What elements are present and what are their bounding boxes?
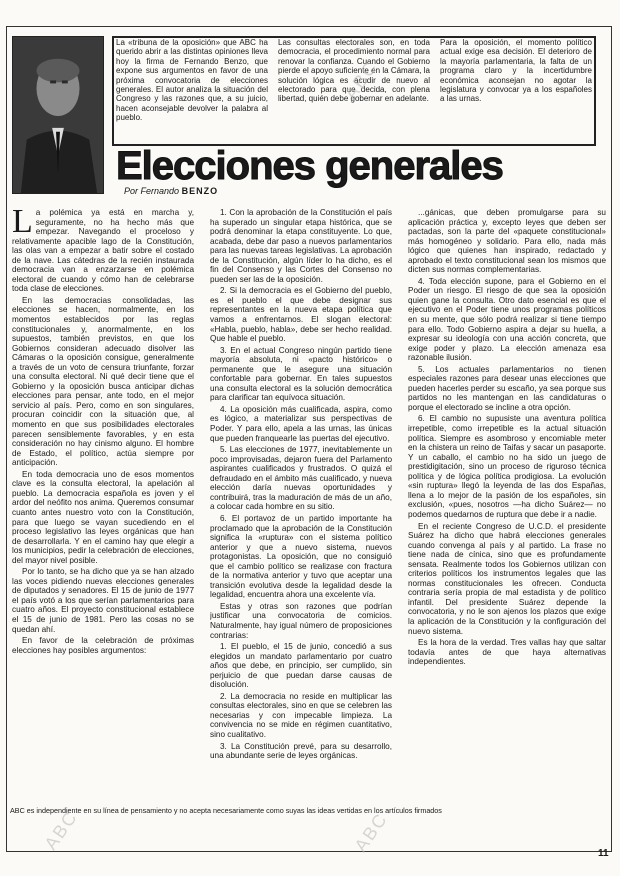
article-column-1 [12,208,194,808]
disclaimer-footer: ABC es independiente en su línea de pensamiento y no acepta necesariamente como suyas las ideas vertidas en los artículos firmados [10,806,442,815]
paragraph: 5. Los actuales parlamentarios no tienen especiales razones para desear unas elecciones que pueden hacerles perder su escaño, ya sea porque sus partidos no les mantengan en las candidaturas o porque el electorado se incline a otra opción. [408,364,606,412]
paragraph: ...gánicas, que deben promulgarse para su aplicación práctica y, excepto leyes que deben ser pactadas, son la parte del «paquete constitucional» más homogéneo y solidario. Para ello, nada más lógico que quienes han inspirado, redactado y aprobado el texto constitucional sean los mismos que dicten sus normas complementarias. [408,208,606,275]
paragraph: Es la hora de la verdad. Tres vallas hay que saltar todavía antes de que haya alternativas independientes. [408,638,606,667]
paragraph: En las democracias consolidadas, las elecciones se hacen, normalmente, en los momentos establecidos por las reglas constitucionales y, anormalmente, en los supuestos, también previstos, en que los Gobiernos consideran adecuado disolver las Cámaras o la oposición consigue, generalmente a través de un voto de censura triunfante, forzar una consulta electoral. Ni qué decir tiene que el Gobierno y la oposición busca anticipar dichas elecciones para pensar, ante todo, en el mejor servicio al país. Pero, como en son singulares, procuran coincidir con la situación que, al momento en que sus posibilidades electorales parecen sensiblemente favorables, y en esta consideración no hay cinismo alguno. El hombre de Estado, el político, actúa siempre por anticipación. [12,295,194,468]
byline [124,186,324,200]
article-headline: Elecciones generales [116,144,503,188]
paragraph: 1. El pueblo, el 15 de junio, concedió a sus elegidos un mandato parlamentario por cuatro años que debe, en principio, ser cumplido, sin perjuicio de que puedan darse causas de disolución. [210,642,392,690]
paragraph: 2. La democracia no reside en multiplicar las consultas electorales, sino en que se celebren las necesarias y con impecable limpieza. La convivencia no se mide en régimen cuantitativo, sino cualitativo. [210,691,392,739]
paragraph: En favor de la celebración de próximas elecciones hay posibles argumentos: [12,636,194,655]
paragraph: Por lo tanto, se ha dicho que ya se han alzado las voces pidiendo nuevas elecciones generales de diputados y senadores. El 15 de junio de 1977 el país votó a los que serían parlamentarios para cuatro años. El proyecto constitucional establece el 15 de junio de 1981. Pero las cosas no se quedan ahí. [12,567,194,634]
paragraph: 5. Las elecciones de 1977, inevitablemente un poco improvisadas, dejaron fuera del Parlamento aspirantes cualificados y frustrados. O quizá el defraudado en el ámbito más cualificado, y nueva elección daría nuevas oportunidades y contribuirá, tras la maduración de más de un año, a colocar cada hombre en su sitio. [210,445,392,512]
intro-paragraph: Para la oposición, el momento político actual exige esa decisión. El deterioro de la mayoría parlamentaria, la falta de un programa claro y la incertidumbre económica aconsejan no agotar la legislatura y convocar ya a los españoles a las urnas. [440,38,592,104]
paragraph: 3. La Constitución prevé, para su desarrollo, una abundante serie de leyes orgánicas. [210,741,392,761]
page-number: 11 [598,848,609,859]
paragraph: 2. Si la democracia es el Gobierno del pueblo, es el pueblo el que debe designar sus representantes en la nueva etapa política que vamos a enfrentarnos. El slogan electoral: «Habla, pueblo, habla», debe ser hecho realidad. Que hable el pueblo. [210,286,392,344]
author-photo [12,36,104,194]
author-portrait-graphic [13,37,103,193]
watermark: ABC [40,806,82,854]
author-first-name: Fernando [140,186,180,196]
watermark: ABC [340,56,382,104]
paragraph: Estas y otras son razones que podrían justificar una convocatoria de comicios. Naturalmente, hay igual número de proposiciones contrarias: [210,601,392,640]
paragraph: La polémica ya está en marcha y, seguramente, no ha hecho más que empezar. Navegando el proceloso y relativamente apacible lago de la Constitución, las olas van a empezar a batir sobre el costado de la nave. Las cátedras de la recién instaurada democracia van a enzarzarse en polémica electoral de cuando y cómo han de celebrarse toda clase de elecciones. [12,208,194,294]
paragraph: En toda democracia uno de esos momentos clave es la consulta electoral, la apelación al pueblo. La democracia española es joven y el ardor del neófito nos anima. Queremos consumar cuanto antes nuestro voto con la Constitución, para que luego se vayan sucediendo en el proceso legislativo las leyes orgánicas que han de desarrollarla. Y en el camino hay que elegir a los municipios, pedir la celebración de elecciones, del mayor nivel posible. [12,469,194,565]
paragraph: 6. El cambio no supusiste una aventura política irrepetible, como irrepetible es la actual situación política. Siempre es asombroso y encomiable meter en la chistera un reino de Taifas y sacar un pasaporte. Y un caballo, el cambio no ha sido un juego de prestidigitación, sino un proceso de riguroso técnica política y de lógica política prodigiosa. La evolución «sin ruptura» llegó la leyenda de las dos Españas, llena a lo mejor de la pasión de los españoles, sin exclusión, «pues, nosotros —ha dicho Suárez— no podemos quedarnos de ruptura que debe ir a nadie. [408,414,606,519]
drop-cap: L [12,208,33,240]
paragraph: 4. Toda elección supone, para el Gobierno en el Poder un riesgo. El riesgo de que sea la oposición quien gane la consulta. Otro dato esencial es que el ejecutivo en el Poder tiene unos programas políticos en su mente, que sólo podrá realizar si tiene tiempo para ello. Todo Gobierno aspira a dejar su huella, a expresar su ideología con una acción concreta, que exige poder y plazo. La elección amenaza esa razonable ilusión. [408,276,606,363]
byline-prefix: Por [124,186,139,196]
paragraph: 6. El portavoz de un partido importante ha proclamado que la aprobación de la Constitución significa la «ruptura» con el sistema político anterior y que a nuevo sistema, nuevos protagonistas. La oposición, que no consiguió que el cambio político se realizase con fractura de la normativa anterior y tuvo que aceptar una transición evolutiva desde la legalidad desde la legalidad, encuentra ahora una excelente vía. [210,513,392,600]
article-column-3 [408,208,606,808]
paragraph: 1. Con la aprobación de la Constitución el país ha superado un singular etapa histórica, que se podrá denominar la etapa constituyente. Lo que, acabada, debe dar paso a nuevos parlamentarios para las nuevas tareas legislativas. La aprobación de la Constitución, algún líder lo ha dicho, es el fin del Consenso y las Cortes del Consenso no pueden ser las de la oposición. [210,208,392,284]
intro-paragraph: Las consultas electorales son, en toda democracia, el procedimiento normal para renovar la confianza. Cuando el Gobierno pierde el apoyo suficiente en la Cámara, la solución lógica es acudir de nuevo al electorado para que decida, con plena libertad, quién debe gobernar en adelante. [278,38,430,104]
author-last-name: BENZO [181,186,219,196]
paragraph: 4. La oposición más cualificada, aspira, como es lógico, a materializar sus perspectivas de Poder. Y para ello, apela a las urnas, las únicas que pueden franquearle las puertas del ejecutivo. [210,404,392,443]
intro-paragraph: La «tribuna de la oposición» que ABC ha querido abrir a las distintas opiniones lleva hoy la firma de Fernando Benzo, que expone sus argumentos en favor de una próxima convocatoria de elecciones generales. El autor analiza la situación del Congreso y las razones que, a su juicio, hacen aconsejable devolver la palabra al pueblo. [116,38,268,123]
watermark: ABC [350,808,392,856]
article-column-2 [210,208,392,808]
paragraph: 3. En el actual Congreso ningún partido tiene mayoría absoluta, ni «pacto histórico» o permanente que le asegure una situación confortable para gobernar. En tales supuestos una consulta electoral es la solución democrática para clarificar tan equívoca situación. [210,345,392,403]
paragraph: En el reciente Congreso de U.C.D. el presidente Suárez ha dicho que habrá elecciones generales cuando convenga al país y al partido. La frase no tiene nada de cínica, sino que es profundamente sensata. Realmente todos los Gobiernos utilizan con criterios políticos los instrumentos legales que las normas constitucionales les ofrecen. Conducta contraria sería propia de mal estadista y de político infantil. Del presidente Suárez depende la convocatoria, y no le son ajenos los plazos que exige la aplicación de la Constitución y la configuración del nuevo sistema. [408,521,606,636]
